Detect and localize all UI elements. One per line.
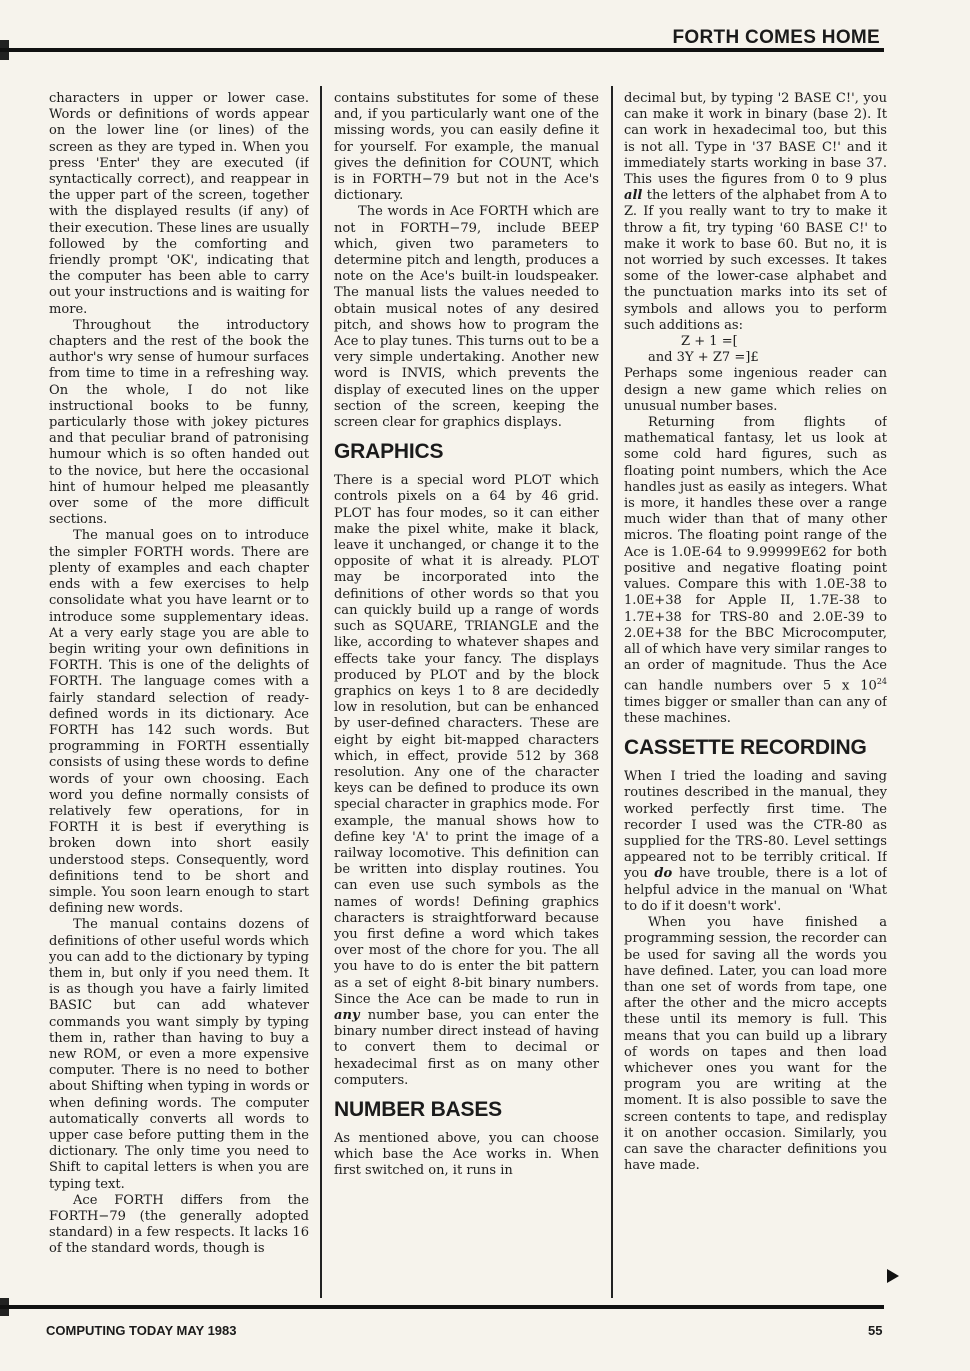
emphasis: any	[334, 1007, 360, 1023]
paragraph: Throughout the introductory chapters and the rest of the book the author's wry sense of humour surfaces from time to time in a refreshing way. On the whole, I do not like instructional books to be funny, particularly those with jokey pictures and that peculiar brand of patronising humour which is so often handed out to the novice, but here the occasional hint of humour helped me pleasantly over some of the more difficult sections.	[49, 317, 309, 528]
text-run: When I tried the loading and saving routines described in the manual, they worked perfectly first time. The recorder I used was the CTR-80 as supplied for the TRS-80. Level settings appeared not to be terribly critical. If you	[624, 769, 887, 882]
formula-line: and 3Y + Z7 =]£	[648, 350, 759, 366]
paragraph	[624, 91, 887, 334]
column-divider	[611, 86, 613, 1298]
paragraph: The manual goes on to introduce the simpler FORTH words. There are plenty of examples and each chapter ends with a few exercises to help consolidate what you have learnt or to introduce some supplementary ideas. At a very early stage you are able to begin writing your own definitions in FORTH. This is one of the delights of FORTH. The language comes with a fairly standard selection of ready-defined words in its dictionary. Ace FORTH has 142 such words. But programming in FORTH essentially consists of using these words to define words of your own choosing. Each word you define normally consists of relatively few operations, for in FORTH it is best if everything is broken down into short easily understood steps. Consequently, word definitions tend to be short and simple. You soon learn enough to start defining new words.	[49, 528, 309, 917]
footer-rule	[0, 1305, 884, 1309]
superscript: 24	[876, 677, 887, 687]
paragraph: As mentioned above, you can choose which base the Ace works in. When first switched on, it runs in	[334, 1130, 599, 1179]
paragraph: Ace FORTH differs from the FORTH−79 (the generally adopted standard) in a few respects. It lacks 16 of the standard words, though is	[49, 1192, 309, 1257]
text-run: decimal but, by typing '2 BASE C!', you can make it work in binary (base 2). It can work in hexadecimal too, but this is not all. Type in '37 BASE C!' and it immediately starts working in base 37. This uses the figures from 0 to 9 plus	[624, 91, 887, 188]
paragraph	[624, 415, 887, 727]
emphasis: all	[624, 188, 643, 204]
paragraph	[624, 769, 887, 915]
text-run: times bigger or smaller than can any of these machines.	[624, 694, 887, 727]
section-heading-cassette-recording: CASSETTE RECORDING	[624, 736, 867, 760]
formula-block	[624, 334, 887, 366]
paragraph: When you have finished a programming session, the recorder can be used for saving all the words you have defined. Later, you can load more than one set of words from tape, one after the other and the micro accepts these until its memory is full. This means that you can build up a library of words on tapes and then load whichever ones you want for the program you are writing at the moment. It is also possible to save the screen contents to tape, and redisplay it on another occasion. Similarly, you can save the character definitions you have made.	[624, 915, 887, 1174]
header-rule	[0, 48, 884, 52]
paragraph	[334, 473, 599, 1089]
text-run: have trouble, there is a lot of helpful advice in the manual on 'What to do if it doesn't work'.	[624, 866, 887, 914]
text-run: Returning from flights of mathematical fantasy, let us look at some cold hard figures, such as floating point numbers, which the Ace handles just as easily as integers. What is more, it handles these over a range much wider than that of many other micros. The floating point range of the Ace is 1.0E-64 to 9.99999E62 for both positive and negative floating point values. Compare this with 1.0E-38 to 1.0E+38 for Apple II, 1.7E-38 to 1.7E+38 for TRS-80 and 2.0E-39 to 2.0E+38 for the BBC Microcomputer, all of which have very similar ranges to an order of magnitude. Thus the Ace can handle numbers over 5 x 10	[624, 415, 887, 694]
column-2	[334, 91, 599, 1296]
paragraph: Perhaps some ingenious reader can design a new game which relies on unusual number bases.	[624, 366, 887, 414]
running-header: FORTH COMES HOME	[672, 27, 880, 48]
column-1	[49, 91, 309, 1296]
section-heading-graphics: GRAPHICS	[334, 440, 444, 464]
emphasis: do	[654, 866, 673, 882]
continued-arrow-icon	[887, 1269, 899, 1283]
column-3	[624, 91, 887, 1296]
column-divider	[320, 86, 322, 1298]
text-run: There is a special word PLOT which controls pixels on a 64 by 46 grid. PLOT has four modes, so it can either make the pixel white, make it black, leave it unchanged, or change it to the opposite of what it is already. PLOT may be incorporated into the definitions of other words so that you can quickly build up a range of words such as SQUARE, TRIANGLE and the like, according to whatever shapes and effects take your fancy. The displays produced by PLOT and by the block graphics on keys 1 to 8 are decidedly low in resolution, but can be enhanced by user-defined characters. These are eight by eight bit-mapped characters which, in effect, provide 512 by 368 resolution. Any one of the character keys can be defined to produce its own special character in graphics mode. For example, the manual shows how to define key 'A' to print the image of a railway locomotive. This definition can be written into display routines. You can even use such symbols as the names of words! Defining graphics characters is straightforward because you first define a word which takes over most of the chore for you. The all you have to do is enter the bit pattern as a set of eight 8-bit binary numbers. Since the Ace can be made to run in	[334, 473, 599, 1007]
section-heading-number-bases: NUMBER BASES	[334, 1097, 502, 1121]
footer-magazine: COMPUTING TODAY MAY 1983	[46, 1323, 237, 1338]
paragraph: characters in upper or lower case. Words or definitions of words appear on the lower line (or lines) of the screen as they are typed in. When you press 'Enter' they are executed (if syntactically correct), and reappear in the upper part of the screen, together with the displayed results (if any) of their execution. These lines are usually followed by the comforting and friendly prompt 'OK', indicating that the computer has been able to carry out your instructions and is waiting for more.	[49, 91, 309, 317]
paragraph: The manual contains dozens of definitions of other useful words which you can add to the dictionary by typing them in, but only if you need them. It is as though you have a fairly limited BASIC but can add whatever commands you want simply by typing them in, rather than having to buy a new ROM, or even a more expensive computer. There is no need to bother about Shifting when typing in words or when defining words. The computer automatically converts all words to upper case before putting them in the dictionary. The only time you need to Shift to capital letters is when you are typing text.	[49, 917, 309, 1192]
formula-line: Z + 1 =[	[681, 334, 738, 350]
paragraph: The words in Ace FORTH which are not in FORTH−79, include BEEP which, given two parameters to determine pitch and length, produces a note on the Ace's built-in loudspeaker. The manual lists the values needed to obtain musical notes of any desired pitch, and shows how to program the Ace to play tunes. This turns out to be a very simple undertaking. Another new word is INVIS, which prevents the display of executed lines on the upper section of the screen, keeping the screen clear for graphics displays.	[334, 204, 599, 431]
text-run: number base, you can enter the binary number direct instead of having to convert them to decimal or hexadecimal first as on many other computers.	[334, 1007, 599, 1088]
text-run: the letters of the alphabet from A to Z. If you really want to try to make it throw a fit, try typing '60 BASE C!' to make it work to base 60. But no, it is not worried by such excesses. It takes some of the lower-case alphabet and the punctuation marks into its set of symbols and allows you to perform such additions as:	[624, 188, 887, 333]
page-number: 55	[868, 1323, 883, 1338]
paragraph: contains substitutes for some of these and, if you particularly want one of the missing words, you can easily define it for yourself. For example, the manual gives the definition for COUNT, which is in FORTH−79 but not in the Ace's dictionary.	[334, 91, 599, 204]
